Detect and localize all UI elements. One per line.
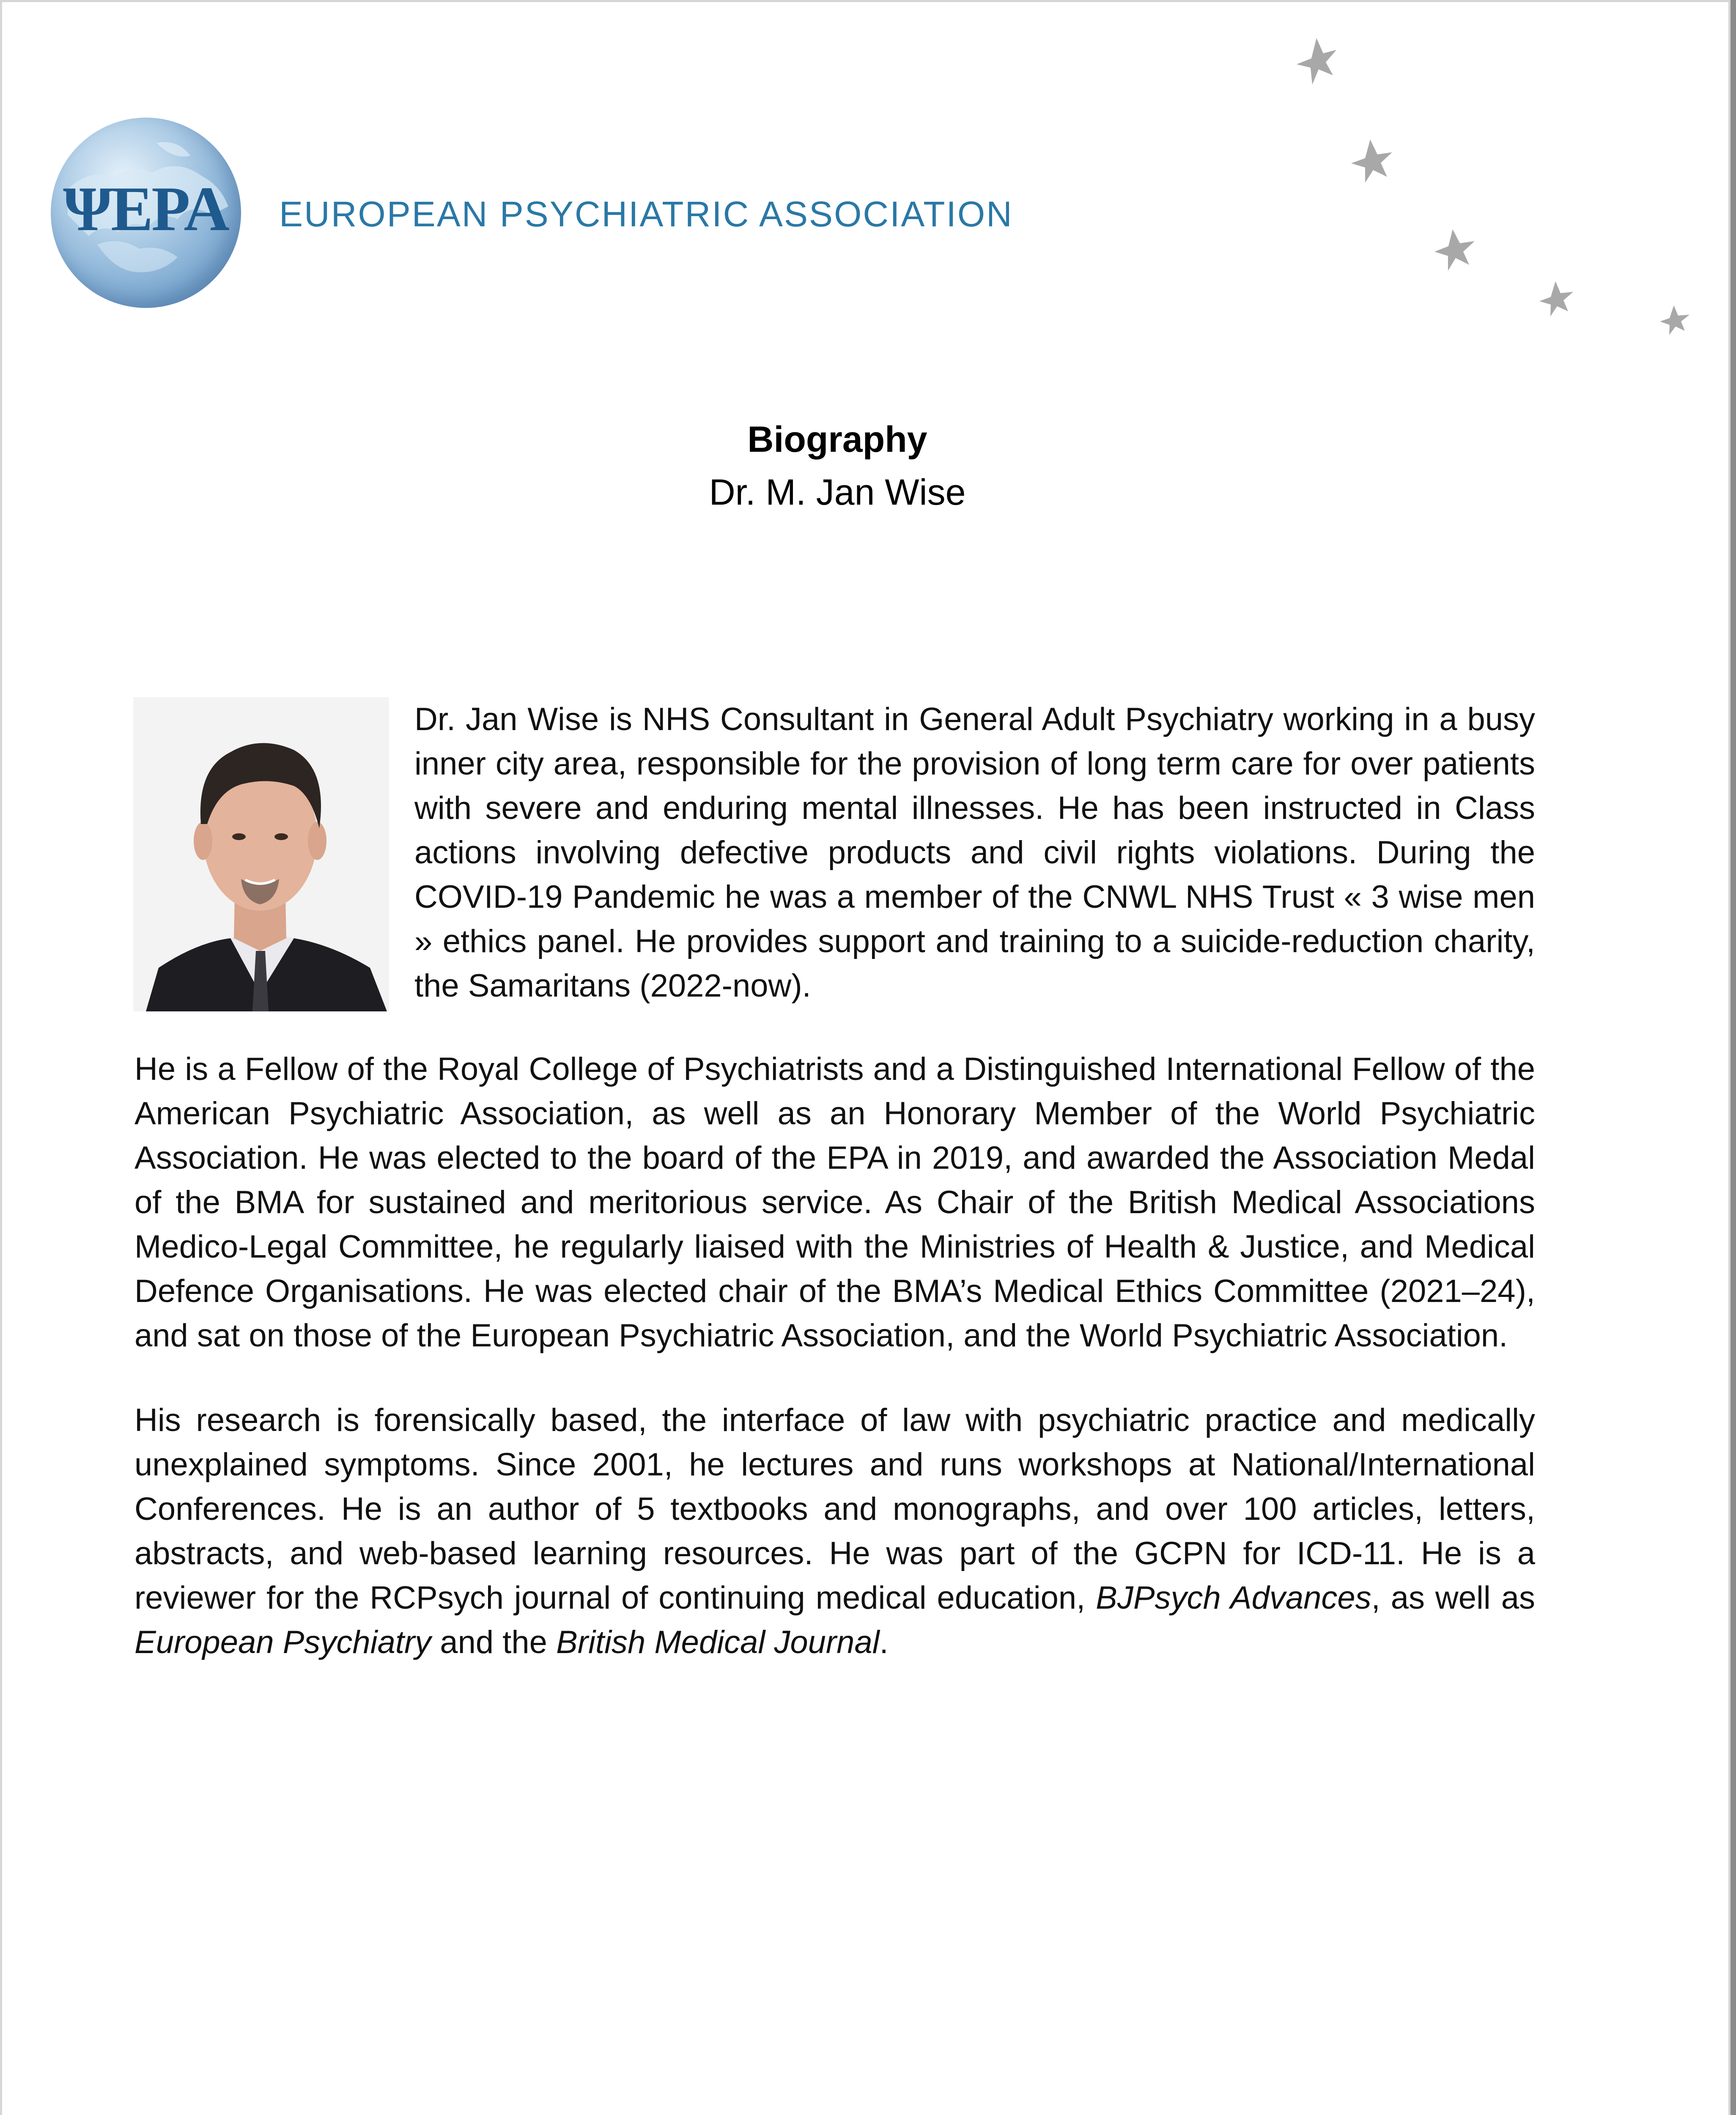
journal-name-bjpsych-advances: BJPsych Advances: [1096, 1580, 1371, 1616]
star-icon: [1660, 305, 1689, 335]
journal-name-european-psychiatry: European Psychiatry: [134, 1624, 431, 1660]
decorative-stars: [1269, 25, 1725, 355]
document-title: Biography: [747, 419, 927, 460]
portrait-photo: [133, 697, 389, 1011]
epa-logo: [51, 118, 241, 308]
star-icon: [1434, 229, 1475, 271]
organization-name: EUROPEAN PSYCHIATRIC ASSOCIATION: [279, 194, 1013, 234]
paragraph-3-text: , as well as: [1371, 1580, 1535, 1616]
paragraph-3-text: His research is forensically based, the interface of law with psychiatric practice and medically unexplained symptoms. Since 2001, he lectures and runs workshops at National/International Conferences. He is an author of 5 textbooks and monographs, and over 100 articles, letters, abstracts, and web-based learning resources. He was part of the GCPN for ICD-11. He is a reviewer for the RCPsych journal of continuing medical education,: [134, 1402, 1535, 1616]
biography-paragraph-2: He is a Fellow of the Royal College of Psychiatrists and a Distinguished International Fellow of the American Psychiatric Association, as well as an Honorary Member of the World Psychiatric Association. He was elected to the board of the EPA in 2019, and awarded the Association Medal of the BMA for sustained and meritorious service. As Chair of the British Medical Associations Medico-Legal Committee, he regularly liaised with the Ministries of Health & Justice, and Medical Defence Organisations. He was elected chair of the BMA’s Medical Ethics Committee (2021–24), and sat on those of the European Psychiatric Association, and the World Psychiatric Association.: [134, 1051, 1535, 1354]
journal-name-bmj: British Medical Journal: [556, 1624, 880, 1660]
scrollbar-edge: [1731, 0, 1736, 2115]
biography-paragraph-3: [134, 1398, 1535, 1665]
star-icon: [1351, 140, 1392, 183]
star-icon: [1297, 38, 1336, 85]
document-subtitle: Dr. M. Jan Wise: [709, 472, 966, 513]
biography-paragraph-1: Dr. Jan Wise is NHS Consultant in General Adult Psychiatry working in a busy inner city area, responsible for the provision of long term care for over patients with severe and enduring mental illnesses. He has been instructed in Class actions involving defective products and civil rights violations. During the COVID-19 Pandemic he was a member of the CNWL NHS Trust « 3 wise men » ethics panel. He provides support and training to a suicide-reduction charity, the Samaritans (2022-now).: [414, 701, 1535, 1004]
star-icon: [1539, 281, 1573, 316]
paragraph-3-text: and the: [431, 1624, 557, 1660]
paragraph-3-text: .: [879, 1624, 889, 1660]
person-portrait-icon: [133, 697, 389, 1011]
epa-logo-text: ΨEPA: [63, 174, 228, 244]
